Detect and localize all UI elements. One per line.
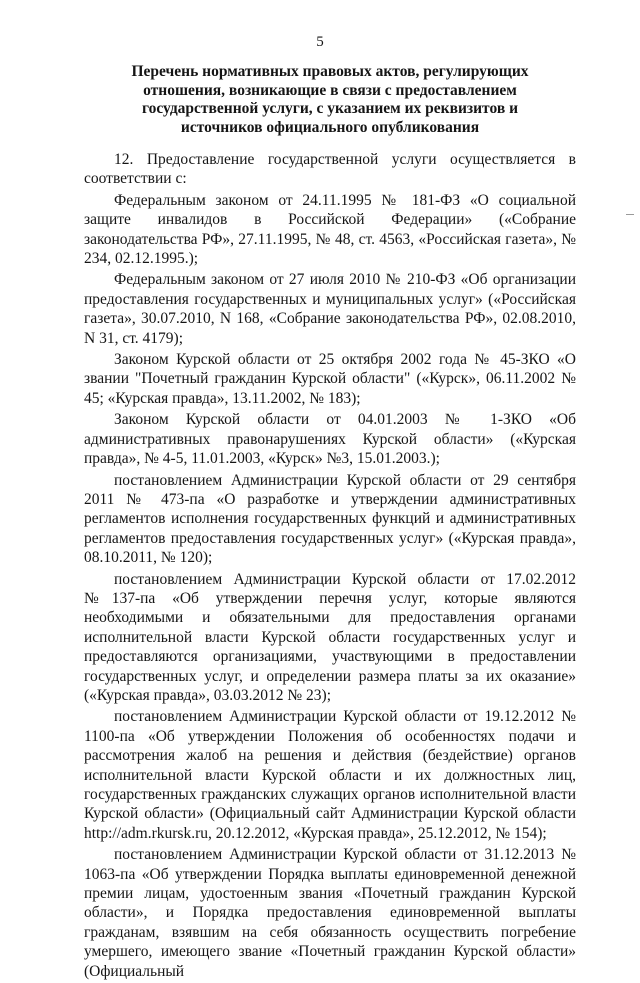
paragraph-law-1-zko: Законом Курской области от 04.01.2003 № 1-ЗКО «Об административных правонарушениях Курской области» («Курская правда», № 4-5, 11.01.2003, «Курск» №3, 15.01.2003.); — [84, 411, 576, 468]
page-number: 5 — [316, 34, 324, 50]
document-body — [84, 150, 576, 983]
margin-scan-mark — [626, 214, 634, 215]
paragraph-law-210: Федеральным законом от 27 июля 2010 № 210-ФЗ «Об организации предоставления государственных и муниципальных услуг» («Российская газета», 30.07.2010, N 168, «Собрание законодательства РФ», 02.08.2010, N 31, ст. 4179); — [84, 271, 576, 347]
paragraph-resolution-1063: постановлением Администрации Курской области от 31.12.2013 № 1063-па «Об утверждении Порядка выплаты единовременной денежной премии лицам, удостоенным звания «Почетный гражданин Курской области», и Порядка предоставления единовременной выплаты гражданам, взявшим на себя обязанность осуществить погребение умершего, имеющего звание «Почетный гражданин Курской области» (Официальный — [84, 846, 576, 980]
paragraph-law-45-zko: Законом Курской области от 25 октября 2002 года № 45-ЗКО «О звании "Почетный гражданин Курской области" («Курск», 06.11.2002 № 45; «Курская правда», 13.11.2002, № 183); — [84, 351, 576, 407]
paragraph-intro: 12. Предоставление государственной услуги осуществляется в соответствии с: — [84, 151, 576, 188]
paragraph-law-181: Федеральным законом от 24.11.1995 № 181-ФЗ «О социальной защите инвалидов в Российской Федерации» («Собрание законодательства РФ», 27.11.1995, № 48, ст. 4563, «Российская газета», № 234, 02.12.1995.); — [84, 191, 576, 268]
document-title: Перечень нормативных правовых актов, регулирующих отношения, возникающие в связи с предоставлением государственной услуги, с указанием их реквизитов и источников официального опубликования — [131, 63, 529, 136]
paragraph-resolution-473: постановлением Администрации Курской области от 29 сентября 2011 № 473-па «О разработке и утверждении административных регламентов исполнения государственных функций и административных регламентов предоставления государственных услуг» («Курская правда», 08.10.2011, № 120); — [84, 471, 576, 567]
paragraph-resolution-1100: постановлением Администрации Курской области от 19.12.2012 № 1100-па «Об утверждении Положения об особенностях подачи и рассмотрения жалоб на решения и действия (бездействие) органов исполнительной власти Курской области и их должностных лиц, государственных гражданских служащих органов исполнительной власти Курской области» (Официальный сайт Администрации Курской области http://adm.rkursk.ru, 20.12.2012, «Курская правда», 25.12.2012, № 154); — [84, 708, 576, 842]
paragraph-resolution-137: постановлением Администрации Курской области от 17.02.2012 №137-па «Об утверждении перечня услуг, которые являются необходимыми и обязательными для предоставления органами исполнительной власти Курской области государственных услуг и предоставляются организациями, участвующими в предоставлении государственных услуг, и определении размера платы за их оказание» («Курская правда», 03.03.2012 № 23); — [84, 570, 576, 704]
